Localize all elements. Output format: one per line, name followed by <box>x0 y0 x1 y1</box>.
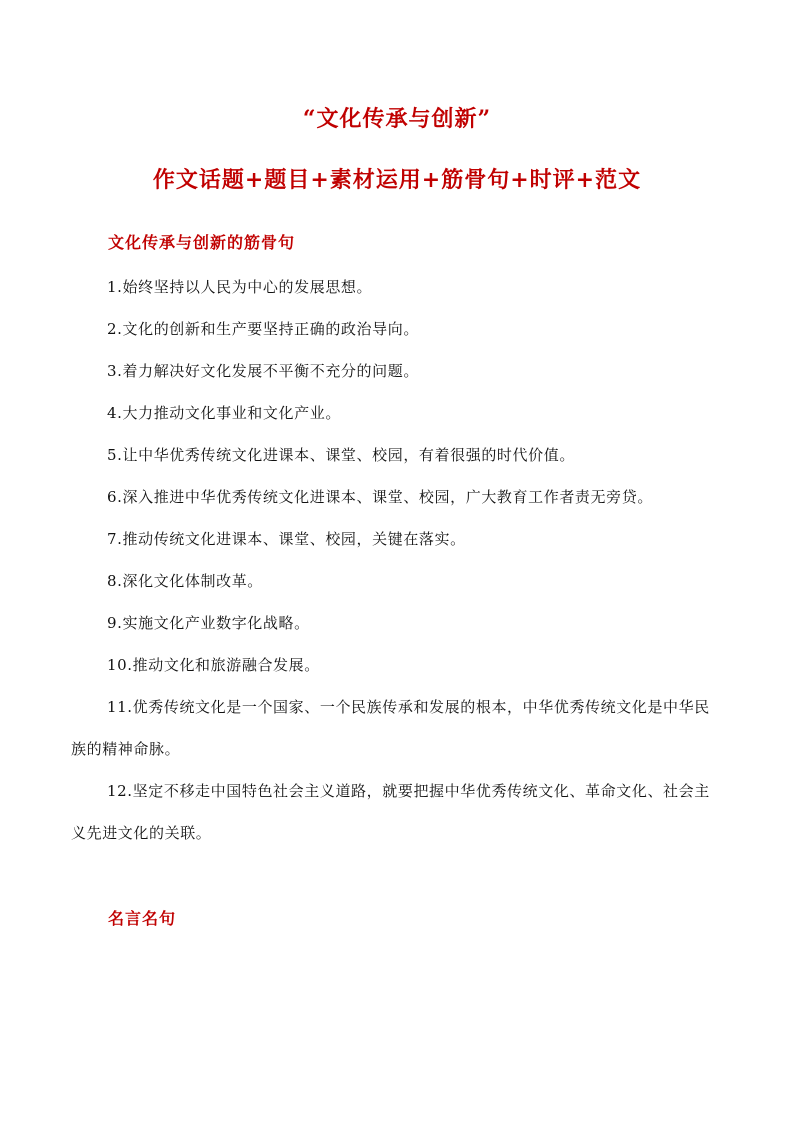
list-item: 1.始终坚持以人民为中心的发展思想。 <box>107 278 373 296</box>
list-item: 2.文化的创新和生产要坚持正确的政治导向。 <box>107 320 419 338</box>
list-item: 5.让中华优秀传统文化进课本、课堂、校园，有着很强的时代价值。 <box>107 446 575 464</box>
list-item: 9.实施文化产业数字化战略。 <box>107 614 310 632</box>
list-item: 12.坚定不移走中国特色社会主义道路，就要把握中华优秀传统文化、革命文化、社会主义先进文化的关联。 <box>71 782 710 842</box>
document-title: “文化传承与创新” <box>302 106 492 132</box>
list-item: 10.推动文化和旅游融合发展。 <box>107 656 320 674</box>
list-item: 11.优秀传统文化是一个国家、一个民族传承和发展的根本，中华优秀传统文化是中华民族的精神命脉。 <box>71 698 710 758</box>
list-item: 4.大力推动文化事业和文化产业。 <box>107 404 341 422</box>
document-subtitle: 作文话题+题目+素材运用+筋骨句+时评+范文 <box>152 167 642 193</box>
section-heading-sentences: 文化传承与创新的筋骨句 <box>108 233 296 252</box>
list-item: 6.深入推进中华优秀传统文化进课本、课堂、校园，广大教育工作者责无旁贷。 <box>107 488 653 506</box>
list-item: 3.着力解决好文化发展不平衡不充分的问题。 <box>107 362 419 380</box>
section-heading-quotes: 名言名句 <box>108 909 177 928</box>
list-item: 8.深化文化体制改革。 <box>107 572 263 590</box>
list-item: 7.推动传统文化进课本、课堂、校园，关键在落实。 <box>107 530 466 548</box>
sentence-list <box>0 266 794 854</box>
